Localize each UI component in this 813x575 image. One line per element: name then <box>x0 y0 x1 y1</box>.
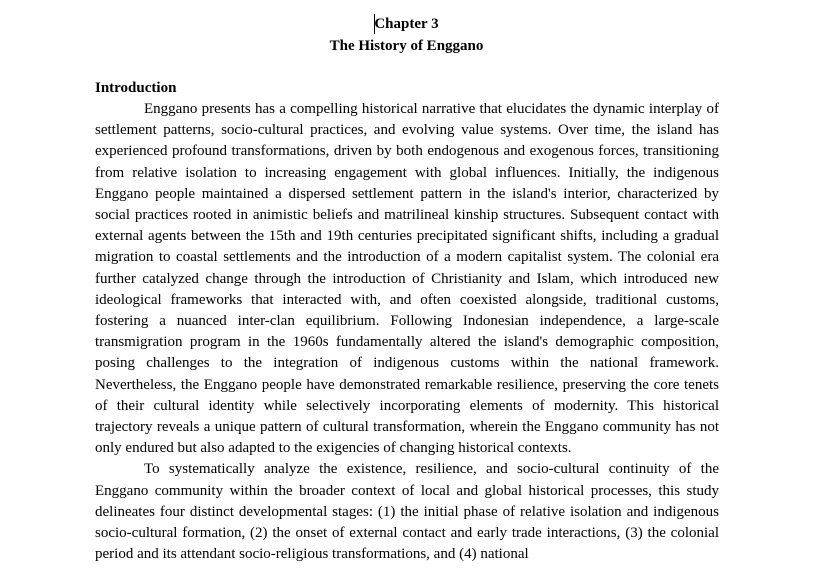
body-paragraph: Enggano presents has a compelling historical narrative that elucidates the dynamic interplay of settlement patterns, socio-cultural practices, and evolving value systems. Over time, the island has experienced profound transformations, driven by both endogenous and exogenous forces, transitioning from relative isolation to increasing engagement with global influences. Initially, the indigenous Enggano people maintained a dispersed settlement pattern in the island's interior, characterized by social practices rooted in animistic beliefs and matrilineal kinship structures. Subsequent contact with external agents between the 15th and 19th centuries precipitated significant shifts, including a gradual migration to coastal settlements and the introduction of a modern capitalist system. The colonial era further catalyzed change through the introduction of Christianity and Islam, which introduced new ideological frameworks that interacted with, and often coexisted alongside, traditional customs, fostering a nuanced inter-clan equilibrium. Following Indonesian independence, a large-scale transmigration program in the 1960s fundamentally altered the island's demographic composition, posing challenges to the integration of indigenous customs within the national framework. Nevertheless, the Enggano people have demonstrated remarkable resilience, preserving the core tenets of their cultural identity while selectively incorporating elements of modernity. This historical trajectory reveals a unique pattern of cultural transformation, wherein the Enggano community has not only endured but also adapted to the exigencies of changing historical contexts. <box>95 101 719 457</box>
chapter-title: The History of Enggano <box>329 38 484 54</box>
chapter-label: Chapter 3 <box>374 16 439 32</box>
section-heading: Introduction <box>95 80 177 96</box>
document-body <box>95 99 719 565</box>
body-paragraph: To systematically analyze the existence, resilience, and socio-cultural continuity of the Enggano community within the broader context of local and global historical processes, this study delineates four distinct developmental stages: (1) the initial phase of relative isolation and indigenous socio-cultural formation, (2) the onset of external contact and early trade interactions, (3) the colonial period and its attendant socio-religious transformations, and (4) national <box>95 461 719 563</box>
